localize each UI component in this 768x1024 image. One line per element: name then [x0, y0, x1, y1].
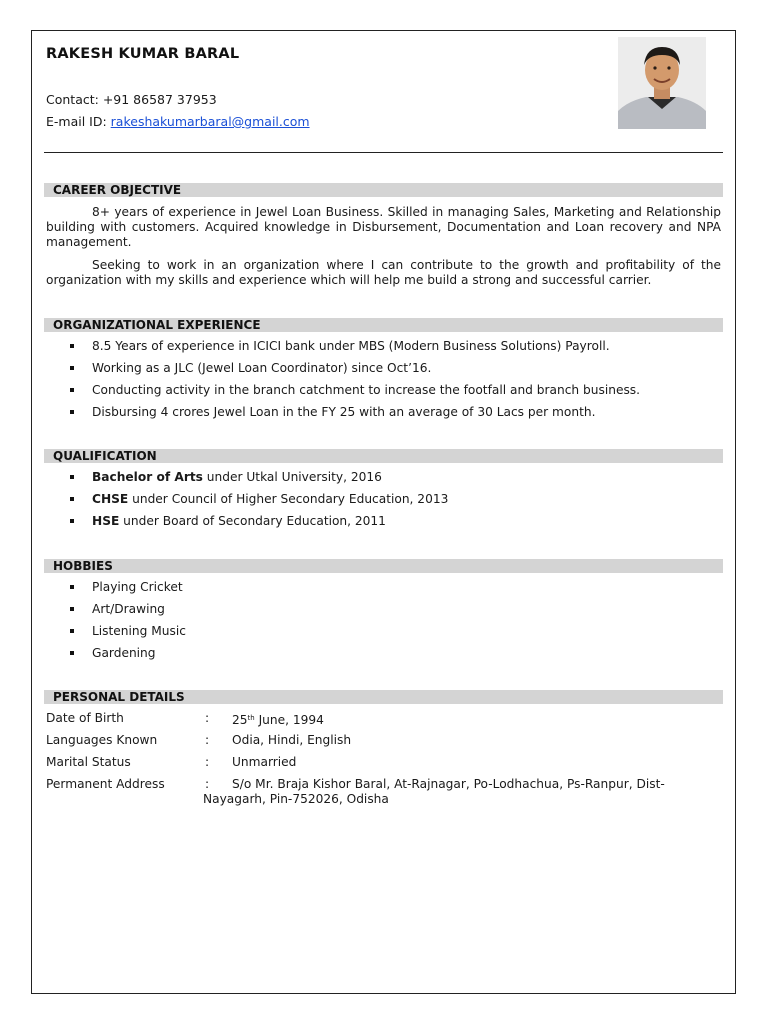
hobby-item: Art/Drawing: [46, 602, 186, 624]
experience-item: 8.5 Years of experience in ICICI bank under MBS (Modern Business Solutions) Payroll.: [46, 339, 640, 361]
hobbies-list: [46, 580, 186, 668]
qualification-item: [46, 492, 448, 514]
qualification-item: [46, 470, 448, 492]
section-heading-hobbies: HOBBIES: [44, 559, 723, 573]
address-label: Permanent Address: [46, 777, 165, 791]
candidate-name: RAKESH KUMAR BARAL: [46, 46, 240, 62]
section-heading-career-objective: CAREER OBJECTIVE: [44, 183, 723, 197]
languages-label: Languages Known: [46, 733, 158, 747]
qualification-degree: CHSE: [92, 492, 129, 506]
experience-item: Working as a JLC (Jewel Loan Coordinator) since Oct’16.: [46, 361, 640, 383]
field-separator: :: [205, 733, 210, 747]
qualification-detail: under Council of Higher Secondary Education, 2013: [128, 492, 449, 506]
experience-item: Disbursing 4 crores Jewel Loan in the FY 25 with an average of 30 Lacs per month.: [46, 405, 640, 427]
section-heading-experience: ORGANIZATIONAL EXPERIENCE: [44, 318, 723, 332]
qualification-detail: under Board of Secondary Education, 2011: [119, 514, 386, 528]
career-objective-paragraph-1: 8+ years of experience in Jewel Loan Business. Skilled in managing Sales, Marketing and Relationship building with customers. Acquired knowledge in Disbursement, Documentation and Loan recovery and NPA management.: [46, 205, 721, 249]
dob-label: Date of Birth: [46, 711, 124, 725]
field-separator: :: [205, 755, 210, 769]
field-separator: :: [205, 777, 210, 791]
profile-photo: [618, 37, 706, 129]
header-divider: [44, 152, 723, 153]
dob-day: 25: [232, 713, 248, 727]
languages-value: Odia, Hindi, English: [232, 733, 352, 747]
section-heading-qualification: QUALIFICATION: [44, 449, 723, 463]
experience-item: Conducting activity in the branch catchment to increase the footfall and branch business.: [46, 383, 640, 405]
dob-value: [232, 711, 324, 728]
profile-photo-image: [618, 37, 706, 129]
email-link[interactable]: rakeshakumarbaral@gmail.com: [110, 114, 310, 129]
qualification-degree: HSE: [92, 514, 120, 528]
qualification-list: [46, 470, 448, 536]
marital-status-label: Marital Status: [46, 755, 131, 769]
hobby-item: Playing Cricket: [46, 580, 186, 602]
qualification-degree: Bachelor of Arts: [92, 470, 203, 484]
hobby-item: Listening Music: [46, 624, 186, 646]
section-heading-personal-details: PERSONAL DETAILS: [44, 690, 723, 704]
contact-number: Contact: +91 86587 37953: [46, 92, 217, 107]
field-separator: :: [205, 711, 210, 725]
hobby-item: Gardening: [46, 646, 186, 668]
dob-ordinal: th: [247, 714, 255, 722]
marital-status-value: Unmarried: [232, 755, 297, 769]
email-label: E-mail ID:: [46, 114, 111, 129]
career-objective-paragraph-2: Seeking to work in an organization where I can contribute to the growth and profitability of the organization with my skills and experience which will help me build a strong and successful carrier.: [46, 258, 721, 287]
dob-month-year: June, 1994: [254, 713, 324, 727]
email-line: [46, 114, 310, 129]
qualification-item: [46, 514, 448, 536]
qualification-detail: under Utkal University, 2016: [202, 470, 382, 484]
address-value: S/o Mr. Braja Kishor Baral, At-Rajnagar, Po-Lodhachua, Ps-Ranpur, Dist-Nayagarh, Pin-752026, Odisha: [203, 777, 665, 806]
experience-list: [46, 339, 640, 427]
